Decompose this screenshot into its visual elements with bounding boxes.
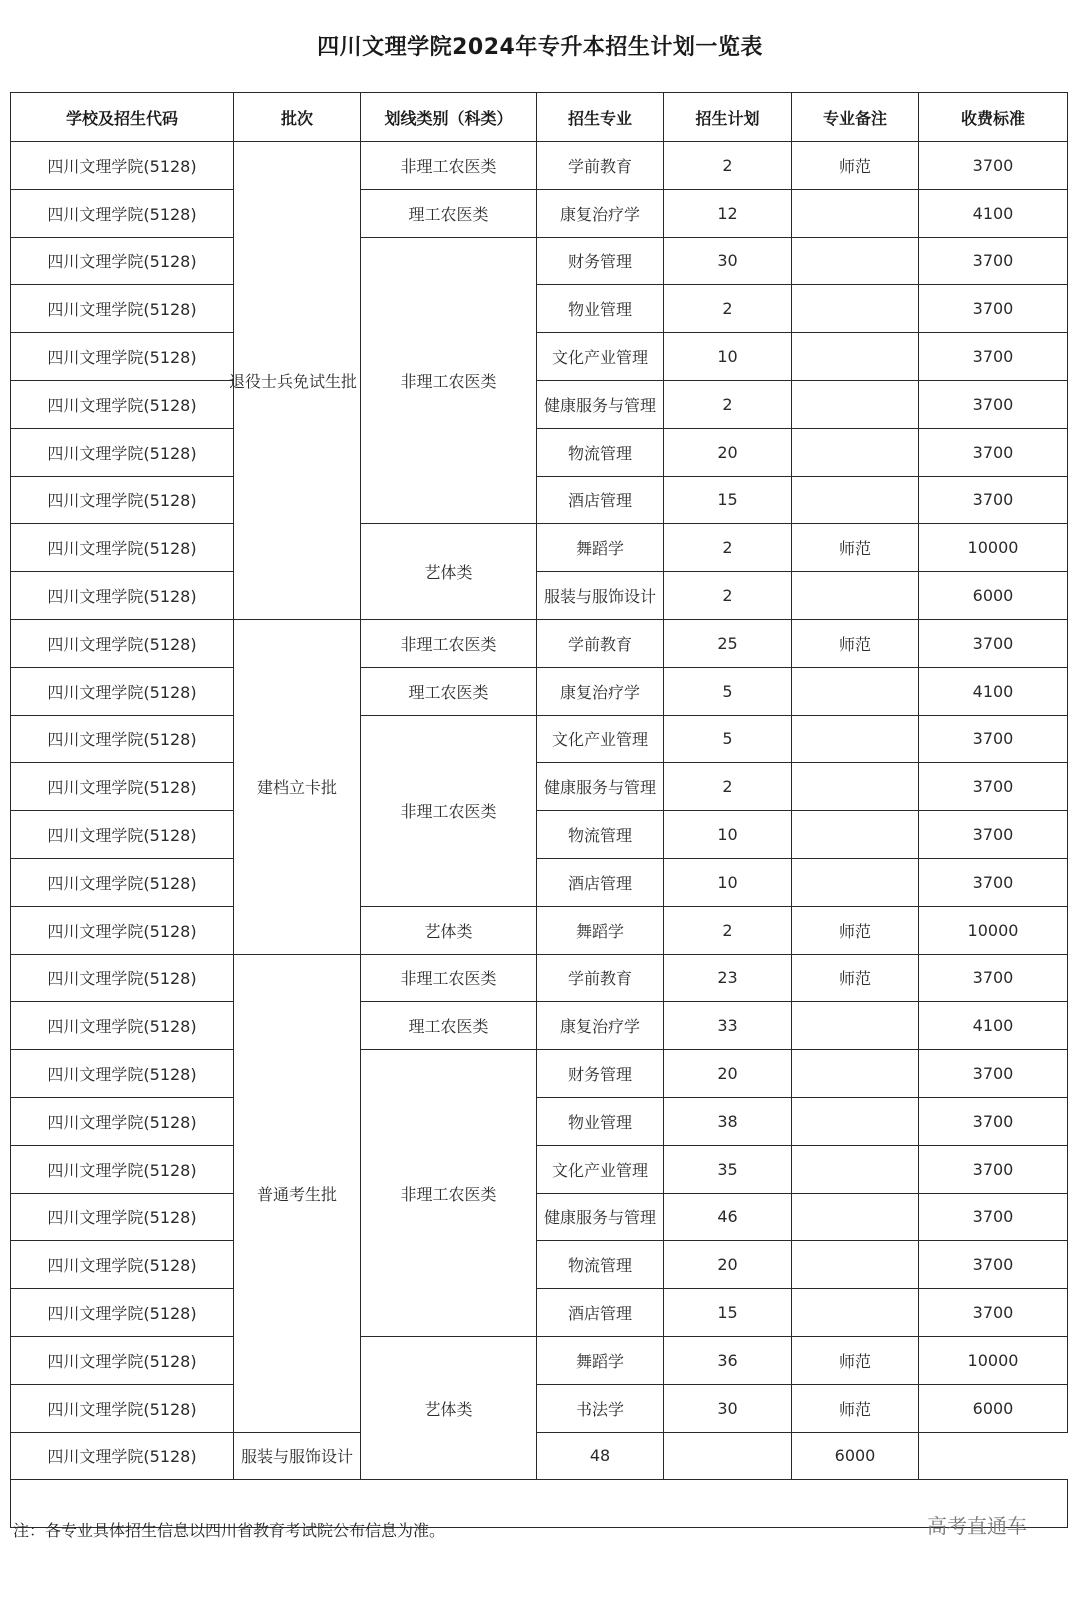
cell-category: 非理工农医类: [361, 715, 537, 906]
table-row: [11, 954, 1068, 1002]
cell-note: [792, 237, 919, 285]
cell-school: 四川文理学院(5128): [11, 619, 234, 667]
cell-major: 物流管理: [537, 1241, 664, 1289]
page-title: 四川文理学院2024年专升本招生计划一览表: [317, 35, 763, 60]
cell-note: [792, 1002, 919, 1050]
cell-major: 酒店管理: [537, 1289, 664, 1337]
watermark: 高考直通车: [927, 1514, 1027, 1539]
table-row: [11, 142, 1068, 190]
cell-fee: 3700: [919, 1050, 1068, 1098]
header-plan: 招生计划: [664, 93, 792, 142]
cell-fee: 6000: [792, 1432, 919, 1480]
table-row: [11, 1193, 1068, 1241]
cell-major: 康复治疗学: [537, 1002, 664, 1050]
cell-school: 四川文理学院(5128): [11, 333, 234, 381]
cell-plan: 2: [664, 572, 792, 620]
cell-fee: 3700: [919, 476, 1068, 524]
cell-school: 四川文理学院(5128): [11, 1145, 234, 1193]
cell-note: 师范: [792, 1336, 919, 1384]
cell-category: 理工农医类: [361, 1002, 537, 1050]
cell-school: 四川文理学院(5128): [11, 380, 234, 428]
cell-school: 四川文理学院(5128): [11, 428, 234, 476]
cell-fee: 3700: [919, 333, 1068, 381]
cell-major: 文化产业管理: [537, 1145, 664, 1193]
cell-plan: 48: [537, 1432, 664, 1480]
footnote: 注：各专业具体招生信息以四川省教育考试院公布信息为准。: [13, 1521, 446, 1541]
cell-major: 康复治疗学: [537, 667, 664, 715]
cell-plan: 20: [664, 428, 792, 476]
cell-fee: 3700: [919, 380, 1068, 428]
batch-label: 建档立卡批: [256, 778, 337, 798]
cell-note: [792, 285, 919, 333]
cell-major: 酒店管理: [537, 476, 664, 524]
table-row: [11, 858, 1068, 906]
table-row: [11, 811, 1068, 859]
cell-plan: 35: [664, 1145, 792, 1193]
cell-major: 物业管理: [537, 1097, 664, 1145]
cell-fee: 4100: [919, 1002, 1068, 1050]
cell-school: 四川文理学院(5128): [11, 906, 234, 954]
cell-category: 理工农医类: [361, 189, 537, 237]
cell-note: [792, 763, 919, 811]
table-row: [11, 667, 1068, 715]
cell-major: 舞蹈学: [537, 1336, 664, 1384]
cell-major: 文化产业管理: [537, 715, 664, 763]
cell-note: 师范: [792, 524, 919, 572]
cell-fee: 10000: [919, 1336, 1068, 1384]
cell-note: [792, 1193, 919, 1241]
cell-major: 服装与服饰设计: [234, 1432, 361, 1480]
cell-school: 四川文理学院(5128): [11, 189, 234, 237]
cell-note: [792, 811, 919, 859]
table-row: [11, 1050, 1068, 1098]
cell-major: 服装与服饰设计: [537, 572, 664, 620]
batch-label: 普通考生批: [256, 1184, 337, 1204]
table-row: [11, 524, 1068, 572]
cell-major: 学前教育: [537, 142, 664, 190]
cell-school: 四川文理学院(5128): [11, 524, 234, 572]
cell-note: [792, 1145, 919, 1193]
cell-batch: [234, 954, 361, 1432]
cell-plan: 15: [664, 476, 792, 524]
cell-category: 艺体类: [361, 524, 537, 620]
cell-plan: 5: [664, 667, 792, 715]
cell-school: 四川文理学院(5128): [11, 811, 234, 859]
cell-note: [792, 715, 919, 763]
cell-plan: 2: [664, 142, 792, 190]
cell-fee: 3700: [919, 1097, 1068, 1145]
table-row: [11, 380, 1068, 428]
cell-note: [792, 1289, 919, 1337]
cell-school: 四川文理学院(5128): [11, 1193, 234, 1241]
table-row: [11, 1002, 1068, 1050]
cell-note: 师范: [792, 906, 919, 954]
cell-school: 四川文理学院(5128): [11, 142, 234, 190]
table-row: [11, 1289, 1068, 1337]
cell-plan: 36: [664, 1336, 792, 1384]
cell-school: 四川文理学院(5128): [11, 1384, 234, 1432]
cell-school: 四川文理学院(5128): [11, 1097, 234, 1145]
table-row: [11, 1384, 1068, 1432]
cell-note: [792, 380, 919, 428]
cell-fee: 3700: [919, 285, 1068, 333]
cell-school: 四川文理学院(5128): [11, 1241, 234, 1289]
cell-major: 物流管理: [537, 428, 664, 476]
cell-school: 四川文理学院(5128): [11, 667, 234, 715]
cell-fee: 3700: [919, 237, 1068, 285]
table-row: [11, 1336, 1068, 1384]
header-note: 专业备注: [792, 93, 919, 142]
table-row: [11, 1145, 1068, 1193]
cell-major: 健康服务与管理: [537, 763, 664, 811]
header-category: 划线类别（科类）: [361, 93, 537, 142]
cell-note: 师范: [792, 1384, 919, 1432]
cell-fee: 6000: [919, 1384, 1068, 1432]
cell-plan: 10: [664, 333, 792, 381]
cell-batch: [228, 142, 361, 620]
cell-fee: 3700: [919, 619, 1068, 667]
cell-school: 四川文理学院(5128): [11, 572, 234, 620]
cell-fee: 4100: [919, 189, 1068, 237]
table-row: [11, 619, 1068, 667]
table-row: [11, 285, 1068, 333]
cell-major: 舞蹈学: [537, 524, 664, 572]
cell-fee: 3700: [919, 1145, 1068, 1193]
cell-school: 四川文理学院(5128): [11, 1432, 234, 1480]
cell-note: 师范: [792, 142, 919, 190]
cell-fee: 3700: [919, 715, 1068, 763]
footer-row: [11, 1480, 1068, 1528]
cell-plan: 30: [664, 237, 792, 285]
cell-school: 四川文理学院(5128): [11, 1289, 234, 1337]
cell-school: 四川文理学院(5128): [11, 715, 234, 763]
cell-category: 非理工农医类: [361, 1050, 537, 1337]
cell-fee: 3700: [919, 1193, 1068, 1241]
cell-note: 师范: [792, 954, 919, 1002]
table-row: [11, 763, 1068, 811]
cell-school: 四川文理学院(5128): [11, 285, 234, 333]
table-header-row: [11, 93, 1068, 142]
cell-note: [792, 1050, 919, 1098]
cell-plan: 2: [664, 285, 792, 333]
cell-major: 书法学: [537, 1384, 664, 1432]
cell-school: 四川文理学院(5128): [11, 476, 234, 524]
footer-cell: [11, 1480, 1068, 1541]
cell-major: 学前教育: [537, 954, 664, 1002]
header-major: 招生专业: [537, 93, 664, 142]
table-row: [11, 428, 1068, 476]
cell-school: 四川文理学院(5128): [11, 1050, 234, 1098]
cell-fee: 10000: [919, 906, 1068, 954]
cell-plan: 20: [664, 1050, 792, 1098]
cell-major: 康复治疗学: [537, 189, 664, 237]
cell-major: 物业管理: [537, 285, 664, 333]
cell-major: 健康服务与管理: [537, 1193, 664, 1241]
cell-plan: 2: [664, 380, 792, 428]
cell-category: 非理工农医类: [361, 142, 537, 190]
cell-note: [792, 1097, 919, 1145]
cell-plan: 10: [664, 811, 792, 859]
cell-plan: 12: [664, 189, 792, 237]
cell-batch: [234, 619, 361, 954]
table-row: [11, 237, 1068, 285]
cell-fee: 3700: [919, 428, 1068, 476]
table-row: [11, 476, 1068, 524]
cell-fee: 3700: [919, 142, 1068, 190]
cell-note: [792, 1241, 919, 1289]
header-fee: 收费标准: [919, 93, 1068, 142]
cell-note: [792, 189, 919, 237]
cell-school: 四川文理学院(5128): [11, 954, 234, 1002]
cell-note: [664, 1432, 792, 1480]
table-row: [11, 189, 1068, 237]
cell-major: 健康服务与管理: [537, 380, 664, 428]
table-row: [11, 1241, 1068, 1289]
cell-note: [792, 333, 919, 381]
cell-category: 艺体类: [361, 906, 537, 954]
cell-plan: 2: [664, 763, 792, 811]
cell-category: 艺体类: [361, 1336, 537, 1479]
cell-major: 酒店管理: [537, 858, 664, 906]
cell-fee: 3700: [919, 1289, 1068, 1337]
cell-fee: 3700: [919, 954, 1068, 1002]
cell-major: 舞蹈学: [537, 906, 664, 954]
cell-fee: 3700: [919, 1241, 1068, 1289]
cell-note: [792, 476, 919, 524]
cell-major: 财务管理: [537, 237, 664, 285]
cell-plan: 15: [664, 1289, 792, 1337]
cell-major: 文化产业管理: [537, 333, 664, 381]
cell-category: 非理工农医类: [361, 954, 537, 1002]
header-school-code: 学校及招生代码: [11, 93, 234, 142]
cell-school: 四川文理学院(5128): [11, 763, 234, 811]
cell-note: [792, 858, 919, 906]
batch-label: 退役士兵免试生批: [228, 371, 357, 391]
cell-plan: 25: [664, 619, 792, 667]
enrollment-plan-table: [10, 92, 1068, 1541]
cell-school: 四川文理学院(5128): [11, 237, 234, 285]
cell-plan: 20: [664, 1241, 792, 1289]
cell-fee: 10000: [919, 524, 1068, 572]
cell-plan: 23: [664, 954, 792, 1002]
cell-category: 非理工农医类: [361, 237, 537, 524]
cell-major: 财务管理: [537, 1050, 664, 1098]
cell-major: 学前教育: [537, 619, 664, 667]
cell-plan: 5: [664, 715, 792, 763]
cell-note: [792, 667, 919, 715]
cell-fee: 3700: [919, 763, 1068, 811]
cell-plan: 2: [664, 524, 792, 572]
table-row: [11, 715, 1068, 763]
cell-fee: 3700: [919, 811, 1068, 859]
cell-note: [792, 572, 919, 620]
cell-major: 物流管理: [537, 811, 664, 859]
cell-note: 师范: [792, 619, 919, 667]
table-row: [11, 333, 1068, 381]
cell-category: 理工农医类: [361, 667, 537, 715]
cell-plan: 2: [664, 906, 792, 954]
cell-school: 四川文理学院(5128): [11, 1002, 234, 1050]
table-row: [11, 572, 1068, 620]
table-row: [11, 1432, 1068, 1480]
cell-category: 非理工农医类: [361, 619, 537, 667]
cell-plan: 10: [664, 858, 792, 906]
cell-fee: 3700: [919, 858, 1068, 906]
cell-plan: 33: [664, 1002, 792, 1050]
cell-plan: 38: [664, 1097, 792, 1145]
table-row: [11, 906, 1068, 954]
cell-school: 四川文理学院(5128): [11, 858, 234, 906]
header-batch: 批次: [234, 93, 361, 142]
table-row: [11, 1097, 1068, 1145]
cell-plan: 46: [664, 1193, 792, 1241]
cell-note: [792, 428, 919, 476]
cell-plan: 30: [664, 1384, 792, 1432]
cell-fee: 6000: [919, 572, 1068, 620]
cell-school: 四川文理学院(5128): [11, 1336, 234, 1384]
cell-fee: 4100: [919, 667, 1068, 715]
